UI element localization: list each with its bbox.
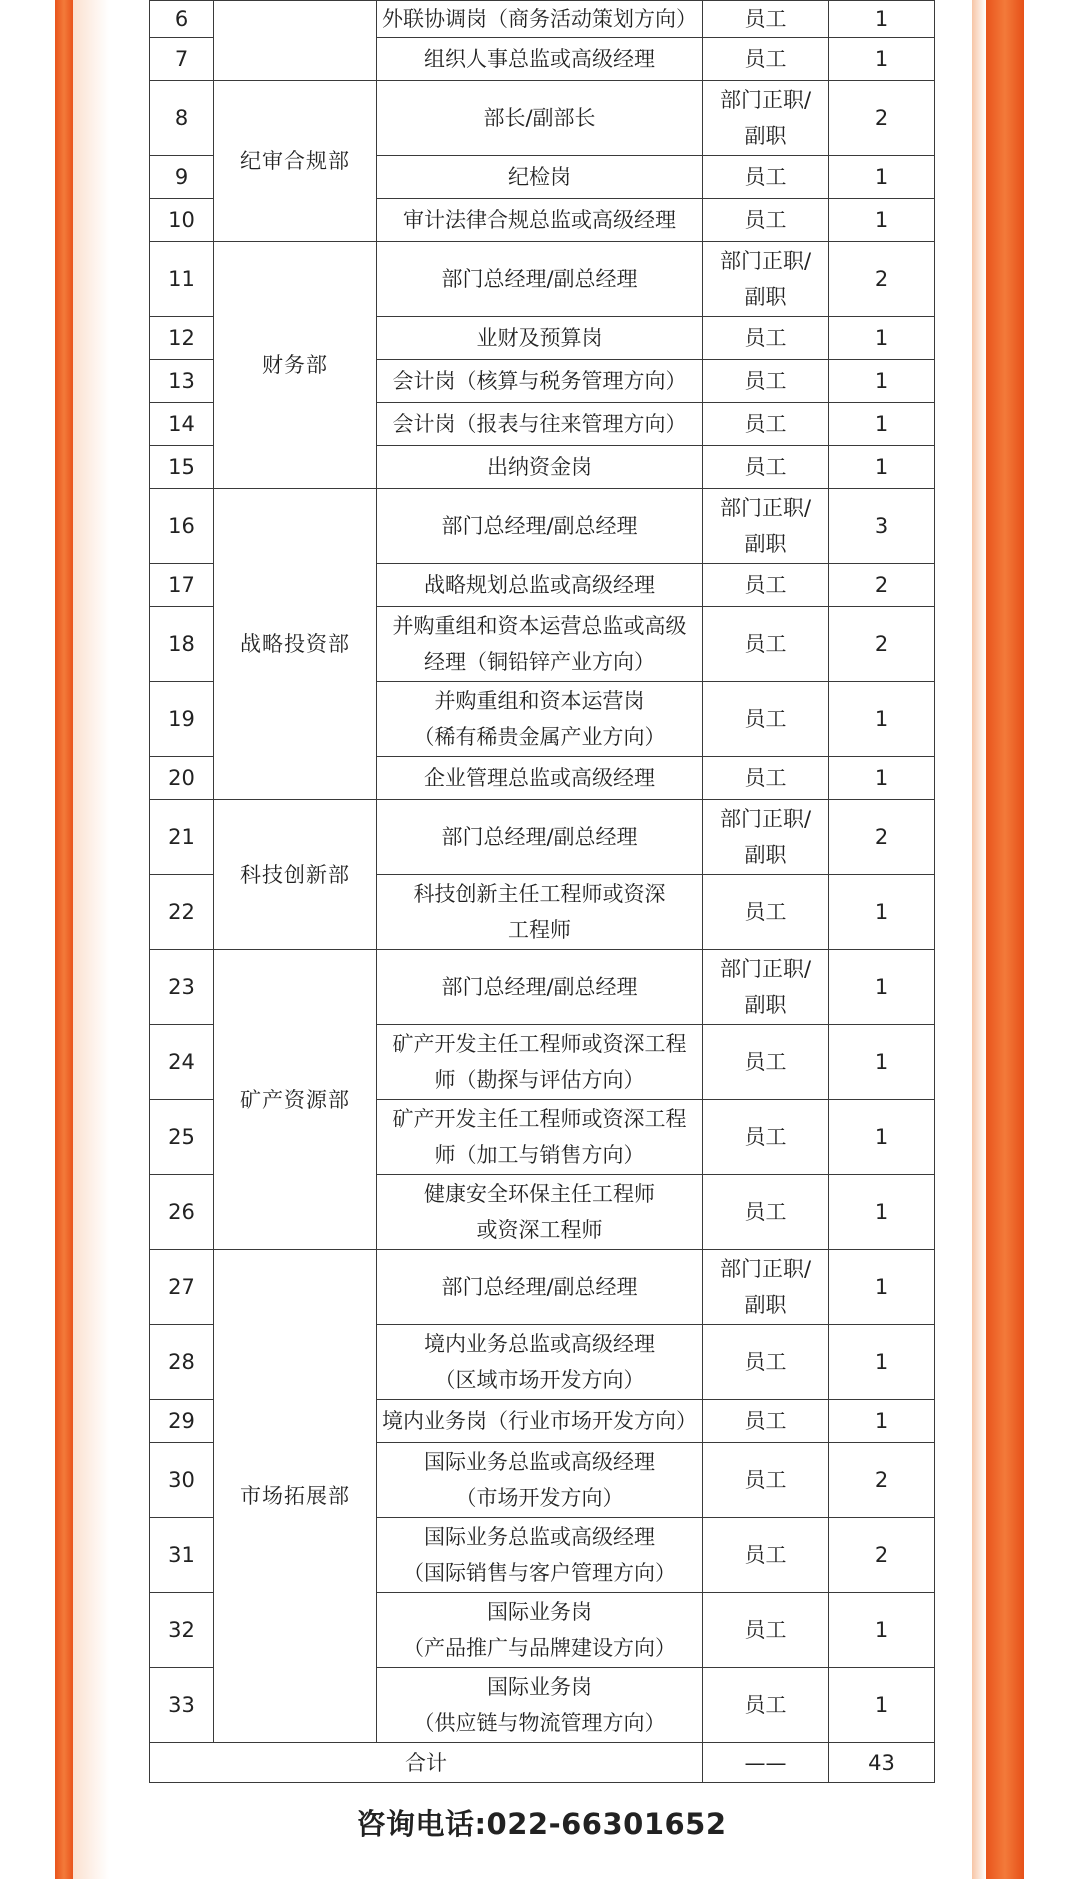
row-number: 30: [150, 1443, 214, 1518]
position-cell: 战略规划总监或高级经理: [377, 564, 703, 607]
left-orange-stripe: [55, 0, 73, 1879]
level-cell: 员工: [703, 1175, 829, 1250]
level-cell: 部门正职/ 副职: [703, 81, 829, 156]
right-fade-band: [972, 0, 986, 1879]
row-number: 20: [150, 757, 214, 800]
count-cell: 1: [829, 199, 935, 242]
left-fade-band: [73, 0, 109, 1879]
position-cell: 并购重组和资本运营岗 （稀有稀贵金属产业方向）: [377, 682, 703, 757]
position-cell: 会计岗（报表与往来管理方向）: [377, 403, 703, 446]
count-cell: 1: [829, 1668, 935, 1743]
count-cell: 2: [829, 81, 935, 156]
position-cell: 审计法律合规总监或高级经理: [377, 199, 703, 242]
row-number: 12: [150, 317, 214, 360]
position-cell: 纪检岗: [377, 156, 703, 199]
position-cell: 并购重组和资本运营总监或高级 经理（铜铅锌产业方向）: [377, 607, 703, 682]
level-cell: 员工: [703, 1668, 829, 1743]
count-cell: 2: [829, 607, 935, 682]
level-cell: 员工: [703, 199, 829, 242]
dept-cell-continued: [214, 1, 377, 81]
row-number: 11: [150, 242, 214, 317]
level-cell: 员工: [703, 1325, 829, 1400]
row-number: 27: [150, 1250, 214, 1325]
level-cell: 员工: [703, 1, 829, 38]
row-number: 13: [150, 360, 214, 403]
row-number: 8: [150, 81, 214, 156]
dept-cell: 财务部: [214, 242, 377, 489]
count-cell: 3: [829, 489, 935, 564]
count-cell: 1: [829, 950, 935, 1025]
position-cell: 部门总经理/副总经理: [377, 1250, 703, 1325]
row-number: 28: [150, 1325, 214, 1400]
row-number: 33: [150, 1668, 214, 1743]
level-cell: 部门正职/ 副职: [703, 950, 829, 1025]
right-margin: [1024, 0, 1080, 1879]
position-cell: 国际业务总监或高级经理 （国际销售与客户管理方向）: [377, 1518, 703, 1593]
total-row: [150, 1743, 935, 1783]
table-row: [150, 1250, 935, 1325]
row-number: 18: [150, 607, 214, 682]
level-cell: 员工: [703, 564, 829, 607]
dept-cell: 战略投资部: [214, 489, 377, 800]
row-number: 25: [150, 1100, 214, 1175]
hotline-text: 咨询电话:022-66301652: [356, 1807, 727, 1841]
consult-hotline: [149, 1802, 934, 1843]
position-cell: 会计岗（核算与税务管理方向）: [377, 360, 703, 403]
level-cell: 员工: [703, 1593, 829, 1668]
table-row: [150, 81, 935, 156]
count-cell: 2: [829, 564, 935, 607]
position-cell: 部长/副部长: [377, 81, 703, 156]
row-number: 32: [150, 1593, 214, 1668]
position-cell: 部门总经理/副总经理: [377, 800, 703, 875]
count-cell: 1: [829, 682, 935, 757]
level-cell: 部门正职/ 副职: [703, 489, 829, 564]
count-cell: 1: [829, 875, 935, 950]
level-cell: 员工: [703, 1518, 829, 1593]
level-cell: 员工: [703, 403, 829, 446]
count-cell: 1: [829, 1100, 935, 1175]
dept-cell: 矿产资源部: [214, 950, 377, 1250]
row-number: 26: [150, 1175, 214, 1250]
row-number: 15: [150, 446, 214, 489]
level-cell: 员工: [703, 38, 829, 81]
position-cell: 境内业务岗（行业市场开发方向）: [377, 1400, 703, 1443]
level-cell: 员工: [703, 757, 829, 800]
position-cell: 部门总经理/副总经理: [377, 950, 703, 1025]
count-cell: 1: [829, 1, 935, 38]
count-cell: 1: [829, 1325, 935, 1400]
position-cell: 国际业务岗 （产品推广与品牌建设方向）: [377, 1593, 703, 1668]
dept-cell: 纪审合规部: [214, 81, 377, 242]
total-level: ——: [703, 1743, 829, 1783]
total-label: 合计: [150, 1743, 703, 1783]
count-cell: 1: [829, 317, 935, 360]
position-cell: 外联协调岗（商务活动策划方向）: [377, 1, 703, 38]
count-cell: 2: [829, 800, 935, 875]
row-number: 16: [150, 489, 214, 564]
level-cell: 员工: [703, 875, 829, 950]
table-row: [150, 800, 935, 875]
level-cell: 员工: [703, 682, 829, 757]
dept-cell: 科技创新部: [214, 800, 377, 950]
level-cell: 部门正职/ 副职: [703, 1250, 829, 1325]
count-cell: 1: [829, 1593, 935, 1668]
table-row: [150, 242, 935, 317]
level-cell: 员工: [703, 446, 829, 489]
level-cell: 员工: [703, 1100, 829, 1175]
level-cell: 员工: [703, 607, 829, 682]
count-cell: 1: [829, 156, 935, 199]
row-number: 31: [150, 1518, 214, 1593]
count-cell: 2: [829, 1443, 935, 1518]
row-number: 24: [150, 1025, 214, 1100]
row-number: 19: [150, 682, 214, 757]
table-row: [150, 1, 935, 38]
position-cell: 国际业务岗 （供应链与物流管理方向）: [377, 1668, 703, 1743]
dept-cell: 市场拓展部: [214, 1250, 377, 1743]
count-cell: 1: [829, 38, 935, 81]
count-cell: 1: [829, 1400, 935, 1443]
position-cell: 科技创新主任工程师或资深 工程师: [377, 875, 703, 950]
level-cell: 部门正职/ 副职: [703, 800, 829, 875]
row-number: 23: [150, 950, 214, 1025]
positions-table: [149, 0, 935, 1783]
count-cell: 1: [829, 1175, 935, 1250]
row-number: 9: [150, 156, 214, 199]
level-cell: 员工: [703, 1443, 829, 1518]
level-cell: 员工: [703, 156, 829, 199]
row-number: 7: [150, 38, 214, 81]
count-cell: 1: [829, 1025, 935, 1100]
position-cell: 业财及预算岗: [377, 317, 703, 360]
total-count: 43: [829, 1743, 935, 1783]
position-cell: 企业管理总监或高级经理: [377, 757, 703, 800]
count-cell: 1: [829, 446, 935, 489]
count-cell: 1: [829, 360, 935, 403]
position-cell: 矿产开发主任工程师或资深工程 师（勘探与评估方向）: [377, 1025, 703, 1100]
right-orange-stripe: [986, 0, 1024, 1879]
position-cell: 部门总经理/副总经理: [377, 489, 703, 564]
level-cell: 员工: [703, 360, 829, 403]
row-number: 14: [150, 403, 214, 446]
count-cell: 1: [829, 403, 935, 446]
row-number: 10: [150, 199, 214, 242]
position-cell: 部门总经理/副总经理: [377, 242, 703, 317]
position-cell: 组织人事总监或高级经理: [377, 38, 703, 81]
level-cell: 员工: [703, 317, 829, 360]
row-number: 22: [150, 875, 214, 950]
count-cell: 1: [829, 1250, 935, 1325]
position-cell: 境内业务总监或高级经理 （区域市场开发方向）: [377, 1325, 703, 1400]
position-cell: 矿产开发主任工程师或资深工程 师（加工与销售方向）: [377, 1100, 703, 1175]
position-cell: 健康安全环保主任工程师 或资深工程师: [377, 1175, 703, 1250]
count-cell: 1: [829, 757, 935, 800]
row-number: 6: [150, 1, 214, 38]
table-row: [150, 489, 935, 564]
count-cell: 2: [829, 242, 935, 317]
row-number: 29: [150, 1400, 214, 1443]
table-row: [150, 950, 935, 1025]
row-number: 21: [150, 800, 214, 875]
count-cell: 2: [829, 1518, 935, 1593]
level-cell: 员工: [703, 1400, 829, 1443]
position-cell: 国际业务总监或高级经理 （市场开发方向）: [377, 1443, 703, 1518]
row-number: 17: [150, 564, 214, 607]
level-cell: 员工: [703, 1025, 829, 1100]
position-cell: 出纳资金岗: [377, 446, 703, 489]
level-cell: 部门正职/ 副职: [703, 242, 829, 317]
